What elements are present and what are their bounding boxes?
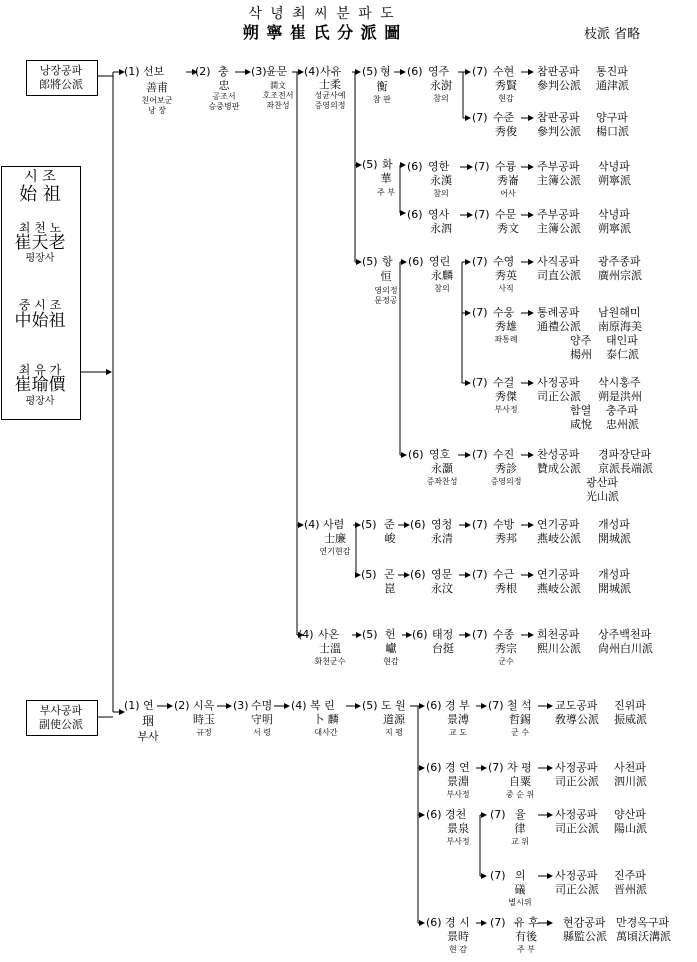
- node-sujin-hanja: 秀診: [495, 462, 517, 475]
- node-suyeong-hanja: 秀英: [495, 269, 517, 282]
- node-yeongcheong-name: 영청: [431, 518, 453, 531]
- node-saon-gen: (4): [298, 628, 314, 641]
- node-yeon-title: 부사: [137, 730, 159, 743]
- node-yeongsa-hanja: 永泗: [430, 222, 452, 235]
- node-heon-hanja: 巘: [385, 642, 397, 655]
- node-suhyeon-title: 현감: [498, 94, 514, 103]
- node-gyeongbu-name: 경 부: [445, 699, 470, 712]
- node-hwa-title: 주 부: [377, 188, 395, 197]
- node-yeongju-hanja: 永澍: [430, 79, 452, 92]
- leaf-region-extra: 충주파: [606, 404, 638, 417]
- node-yeongsa-name: 영사: [428, 208, 450, 221]
- founder-name-hangul: 최 천 노: [18, 221, 62, 235]
- founder-label-hangul: 시 조: [24, 169, 56, 185]
- node-yunmun-title2: 좌찬성: [266, 101, 290, 110]
- node-yeonghan-title: 참의: [433, 189, 449, 198]
- node-yul-hanja: 律: [514, 822, 526, 835]
- leaf-name: 주부공파: [537, 208, 580, 221]
- node-hang-name: 항: [382, 255, 393, 268]
- node-saryeom-hanja: 士廉: [324, 532, 346, 545]
- node-seonbo-gen: (1): [124, 65, 140, 78]
- leaf-region-hanja: 陽山派: [614, 822, 647, 835]
- leaf-region: 진위파: [614, 699, 646, 712]
- jungsijo-name-hanja: 崔瑜價: [14, 375, 66, 395]
- node-siok-title: 규정: [196, 728, 212, 737]
- node-japyeong-hanja: 自粟: [509, 775, 531, 788]
- leaf-name: 희천공파: [537, 628, 580, 641]
- jungsijo-title: 평장사: [25, 396, 55, 407]
- leaf-name: 찬성공파: [537, 448, 580, 461]
- node-japyeong-title: 중 순 위: [505, 790, 535, 799]
- leaf-name-hanja: 司正公派: [555, 775, 599, 788]
- node-sujong-title: 군수: [498, 657, 514, 666]
- node-bokrin-name: 복 린: [310, 699, 335, 712]
- node-saryeom-gen: (4): [304, 518, 320, 531]
- leaf-name: 참판공파: [537, 111, 580, 124]
- node-jun-hanja: 峻: [384, 532, 396, 545]
- node-gyeongyeon-name: 경 연: [445, 761, 470, 774]
- node-gyeongyeon-hanja: 景淵: [447, 775, 469, 788]
- leaf-name: 교도공파: [555, 699, 598, 712]
- node-yuhu-gen: (7): [490, 916, 506, 929]
- node-sujong-name: 수종: [493, 628, 515, 641]
- leaf-region-hanja: 朔是洪州: [598, 390, 642, 403]
- leaf-region-hanja: 楊口派: [596, 125, 629, 138]
- node-seonbo-title2: 낭 장: [148, 106, 166, 115]
- node-yuhu-name: 유 후: [514, 916, 539, 929]
- node-sujin-name: 수진: [493, 448, 515, 461]
- node-sujong-hanja: 秀宗: [495, 642, 517, 655]
- node-dowon-name: 도 원: [381, 699, 406, 712]
- node-dowon-hanja: 道源: [383, 713, 405, 726]
- node-bokrin-title: 대사간: [314, 728, 338, 737]
- jungsijo-label-hanja: 中始祖: [14, 311, 66, 331]
- node-cheolseok-gen: (7): [488, 699, 504, 712]
- leaf-name-hanja: 司正公派: [555, 822, 599, 835]
- leaf-name: 참판공파: [537, 65, 580, 78]
- node-suung-name: 수웅: [493, 306, 515, 319]
- node-gyeongyeon-gen: (6): [426, 761, 442, 774]
- node-suryung-title: 어사: [500, 189, 516, 198]
- leaf-region: 양산파: [614, 808, 646, 821]
- node-ui-gen: (7): [490, 869, 506, 882]
- leaf-region-extra-hanja: 光山派: [586, 490, 619, 503]
- leaf-region-extra-hanja: 泰仁派: [606, 348, 639, 361]
- node-yunmun-name: 윤문: [266, 65, 288, 78]
- node-taejeong-gen: (6): [412, 628, 428, 641]
- leaf-region: 사천파: [614, 761, 646, 774]
- node-sumun-name: 수문: [495, 208, 517, 221]
- leaf-name-hanja: 縣監公派: [563, 930, 607, 943]
- leaf-name: 현감공파: [563, 916, 606, 929]
- leaf-region: 개성파: [598, 518, 630, 531]
- node-jun-name: 준: [384, 518, 395, 531]
- node-cheolseok-name: 철 석: [507, 699, 532, 712]
- node-dowon-gen: (5): [362, 699, 378, 712]
- leaf-region-hanja: 萬頃沃溝派: [616, 930, 671, 943]
- node-yuhu-hanja: 有後: [515, 930, 537, 943]
- node-gyeongcheon-title: 부사정: [446, 837, 470, 846]
- leaf-name-hanja: 熙川公派: [537, 642, 581, 655]
- node-bokrin-gen: (4): [291, 699, 307, 712]
- node-sugeun-hanja: 秀根: [495, 582, 517, 595]
- node-sujun-gen: (7): [472, 111, 488, 124]
- node-subang-name: 수방: [493, 518, 515, 531]
- leaf-region-hanja: 廣州宗派: [598, 269, 642, 282]
- node-gon-name: 곤: [384, 568, 395, 581]
- branch-nangjang-hangul: 낭장공파: [39, 64, 83, 77]
- node-gyeongcheon-name: 경천: [445, 808, 467, 821]
- leaf-region-extra: 태인파: [606, 334, 638, 347]
- node-yeongmun-name: 영문: [431, 568, 453, 581]
- leaf-region-extra: 광산파: [586, 476, 618, 489]
- leaf-region-hanja: 朔寧派: [598, 174, 631, 187]
- node-sujong-gen: (7): [472, 628, 488, 641]
- node-sayu-hanja: 士柔: [319, 78, 341, 91]
- node-yeongrin-title: 참의: [434, 284, 450, 293]
- leaf-name: 사정공파: [555, 761, 598, 774]
- node-siok-name: 시옥: [193, 699, 215, 712]
- node-heon-title: 현감: [383, 657, 399, 666]
- leaf-name-extra-hanja: 咸悅: [570, 418, 592, 431]
- node-yeongho-title: 증좌찬성: [426, 477, 458, 486]
- leaf-region-hanja: 南原海美: [598, 320, 642, 333]
- node-cheolseok-title: 군 수: [511, 728, 529, 737]
- node-yeongrin-hanja: 永麟: [431, 269, 453, 282]
- node-yeongho-hanja: 永灝: [431, 462, 453, 475]
- jungsijo-name-hangul: 최 유 가: [18, 363, 62, 377]
- node-sayu-name: 사유: [320, 65, 342, 78]
- node-sumyeong-hanja: 守明: [251, 713, 273, 726]
- node-seonbo-hanja: 善甫: [146, 81, 168, 94]
- node-sayu-title1: 성균사예: [314, 91, 346, 100]
- node-yeongmun-hanja: 永汶: [431, 582, 453, 595]
- node-saon-hanja: 士溫: [319, 642, 341, 655]
- node-yunmun-title1: 호조전서: [262, 91, 294, 100]
- node-gyeongsi-hanja: 景時: [447, 930, 469, 943]
- leaf-region: 삭녕파: [598, 160, 630, 173]
- node-sumyeong-gen: (3): [233, 699, 249, 712]
- node-yeongju-name: 영주: [428, 65, 450, 78]
- node-dowon-title: 지 평: [385, 728, 403, 737]
- leaf-name-hanja: 主簿公派: [537, 222, 581, 235]
- leaf-name: 사정공파: [555, 808, 598, 821]
- node-chung-title1: 공조서: [212, 92, 236, 101]
- node-hwa-hanja: 華: [380, 172, 392, 185]
- node-gyeongsi-title: 현 감: [449, 945, 467, 954]
- node-sayu-title2: 증영의정: [314, 101, 346, 110]
- founder-title: 평장사: [25, 253, 55, 264]
- node-siok-gen: (2): [174, 699, 190, 712]
- node-yeongju-gen: (6): [407, 65, 423, 78]
- leaf-region: 개성파: [598, 568, 630, 581]
- leaf-region-extra-hanja: 忠州派: [606, 418, 639, 431]
- node-gyeongsi-name: 경 시: [445, 916, 470, 929]
- leaf-name-hanja: 司正公派: [555, 883, 599, 896]
- node-yul-title: 교 위: [511, 837, 529, 846]
- node-sugeol-name: 수걸: [493, 376, 515, 389]
- node-hang-title1: 영의정: [374, 286, 398, 295]
- founder-name-hanja: 崔天老: [14, 233, 66, 253]
- node-yeon-name: 연: [143, 699, 154, 712]
- node-hyeong-title: 참 판: [373, 95, 391, 104]
- leaf-name: 주부공파: [537, 160, 580, 173]
- leaf-name-hanja: 參判公派: [537, 125, 581, 138]
- node-yunmun-hanja: 潤文: [270, 81, 286, 90]
- node-heon-name: 헌: [385, 628, 396, 641]
- node-sayu-gen: (4): [304, 65, 320, 78]
- leaf-name-hanja: 贊成公派: [537, 462, 581, 475]
- leaf-region: 양구파: [596, 111, 628, 124]
- node-sujun-name: 수준: [493, 111, 515, 124]
- node-yeongcheong-gen: (6): [410, 518, 426, 531]
- node-gyeongsi-gen: (6): [426, 916, 442, 929]
- node-suryung-hanja: 秀崙: [497, 174, 519, 187]
- node-subang-gen: (7): [472, 518, 488, 531]
- node-suyeong-gen: (7): [472, 255, 488, 268]
- leaf-region: 삭시홍주: [598, 376, 641, 389]
- node-yul-name: 율: [515, 808, 526, 821]
- branch-busa-hanja: 副使公派: [39, 718, 83, 731]
- node-hyeong-gen: (5): [362, 65, 378, 78]
- node-yeon-hanja: 珚: [141, 714, 155, 728]
- branch-busa-hangul: 부사공파: [39, 704, 83, 717]
- node-sumyeong-name: 수명: [251, 699, 273, 712]
- node-ui-title: 별시위: [508, 898, 532, 907]
- leaf-name: 통례공파: [537, 306, 580, 319]
- node-yeongsa-gen: (6): [407, 208, 423, 221]
- node-yeongcheong-hanja: 永清: [431, 532, 453, 545]
- leaf-region-hanja: 泗川派: [614, 775, 647, 788]
- node-suung-gen: (7): [472, 306, 488, 319]
- node-hwa-name: 화: [382, 158, 393, 171]
- node-cheolseok-hanja: 哲錫: [509, 713, 531, 726]
- leaf-region: 광주종파: [598, 255, 641, 268]
- node-seonbo-title1: 친어보군: [141, 96, 173, 105]
- jungsijo-label-hangul: 중 시 조: [18, 298, 62, 312]
- leaf-name: 사정공파: [537, 376, 580, 389]
- leaf-region-hanja: 開城派: [598, 582, 631, 595]
- leaf-name: 사정공파: [555, 869, 598, 882]
- node-suhyeon-name: 수현: [493, 65, 515, 78]
- node-gon-gen: (5): [361, 568, 377, 581]
- node-gyeongyeon-title: 부사정: [446, 790, 470, 799]
- leaf-region: 통진파: [596, 65, 628, 78]
- node-suyeong-title: 사직: [498, 284, 514, 293]
- node-saryeom-title: 연기현감: [319, 547, 351, 556]
- node-chung-title2: 승중병판: [208, 102, 240, 111]
- leaf-name-extra: 함열: [570, 404, 592, 417]
- node-sugeun-name: 수근: [493, 568, 515, 581]
- leaf-name-extra: 양주: [570, 334, 592, 347]
- node-yeonghan-gen: (6): [407, 160, 423, 173]
- title-hangul: 삭 녕 최 씨 분 파 도: [248, 6, 396, 22]
- node-gyeongcheon-gen: (6): [426, 808, 442, 821]
- node-japyeong-gen: (7): [488, 761, 504, 774]
- leaf-region-hanja: 京派長端派: [598, 462, 653, 475]
- leaf-name-hanja: 敎導公派: [555, 713, 599, 726]
- leaf-name: 연기공파: [537, 568, 580, 581]
- node-gyeongbu-gen: (6): [426, 699, 442, 712]
- node-japyeong-name: 자 평: [507, 761, 532, 774]
- node-taejeong-hanja: 台挺: [432, 642, 454, 655]
- node-yeongju-title: 참의: [433, 94, 449, 103]
- node-suhyeon-gen: (7): [472, 65, 488, 78]
- leaf-name-hanja: 司正公派: [537, 390, 581, 403]
- node-sugeol-title: 부사정: [494, 405, 518, 414]
- node-heon-gen: (5): [362, 628, 378, 641]
- leaf-name-hanja: 通禮公派: [537, 320, 581, 333]
- leaf-region: 만경옥구파: [616, 916, 670, 929]
- node-suyeong-name: 수영: [493, 255, 515, 268]
- leaf-name-hanja: 主簿公派: [537, 174, 581, 187]
- node-hang-title2: 문정공: [374, 296, 398, 305]
- node-hyeong-name: 형: [380, 65, 391, 78]
- node-yuhu-title: 주 부: [517, 945, 535, 954]
- node-yeongho-name: 영호: [429, 448, 451, 461]
- node-chung-gen: (2): [195, 65, 211, 78]
- node-chung-name: 충: [218, 65, 229, 78]
- leaf-region-hanja: 振威派: [614, 713, 647, 726]
- node-bokrin-hanja: 卜 麟: [313, 713, 339, 726]
- leaf-region-hanja: 晋州派: [614, 883, 647, 896]
- node-sugeol-gen: (7): [472, 376, 488, 389]
- node-hwa-gen: (5): [362, 158, 378, 171]
- node-gyeongcheon-hanja: 景泉: [447, 822, 469, 835]
- leaf-region-hanja: 通津派: [596, 79, 629, 92]
- node-sumun-hanja: 秀文: [497, 222, 519, 235]
- leaf-region-hanja: 開城派: [598, 532, 631, 545]
- node-chung-hanja: 忠: [218, 79, 230, 92]
- node-yeongmun-gen: (6): [410, 568, 426, 581]
- node-yeongrin-gen: (6): [408, 255, 424, 268]
- node-hang-gen: (5): [362, 255, 378, 268]
- leaf-name-hanja: 燕岐公派: [537, 532, 581, 545]
- founder-label-hanja: 始 祖: [19, 184, 61, 205]
- node-yeon-gen: (1): [124, 699, 140, 712]
- node-yul-gen: (7): [490, 808, 506, 821]
- node-suryung-name: 수륭: [495, 160, 517, 173]
- node-yeongrin-name: 영린: [429, 255, 451, 268]
- node-sumyeong-title: 서 령: [253, 728, 271, 737]
- leaf-name: 연기공파: [537, 518, 580, 531]
- node-sugeun-gen: (7): [472, 568, 488, 581]
- leaf-region: 진주파: [614, 869, 646, 882]
- note: 枝派 省略: [584, 27, 641, 42]
- leaf-name-hanja: 司直公派: [537, 269, 581, 282]
- node-sugeol-hanja: 秀傑: [495, 390, 517, 403]
- node-saon-name: 사온: [318, 628, 340, 641]
- leaf-region: 삭녕파: [598, 208, 630, 221]
- title-hanja: 朔 寧 崔 氏 分 派 圖: [242, 23, 402, 42]
- node-suryung-gen: (7): [474, 160, 490, 173]
- node-taejeong-name: 태정: [432, 628, 454, 641]
- node-suung-title: 좌통례: [494, 335, 518, 344]
- node-ui-name: 의: [515, 869, 526, 882]
- node-jun-gen: (5): [361, 518, 377, 531]
- node-siok-hanja: 時玉: [193, 713, 215, 726]
- leaf-region: 상주백천파: [598, 628, 652, 641]
- leaf-name-hanja: 參判公派: [537, 79, 581, 92]
- node-suung-hanja: 秀雄: [495, 320, 517, 333]
- node-yeonghan-name: 영한: [428, 160, 450, 173]
- node-gon-hanja: 崑: [384, 582, 396, 595]
- node-sumun-gen: (7): [474, 208, 490, 221]
- node-seonbo-name: 선보: [143, 65, 165, 78]
- node-hyeong-hanja: 衡: [376, 80, 388, 93]
- node-suhyeon-hanja: 秀賢: [495, 79, 517, 92]
- leaf-region-hanja: 朔寧派: [598, 222, 631, 235]
- node-saryeom-name: 사렴: [323, 518, 345, 531]
- leaf-region: 경파장단파: [598, 448, 652, 461]
- node-yeonghan-hanja: 永漢: [430, 174, 452, 187]
- leaf-region-hanja: 尙州白川派: [598, 642, 653, 655]
- node-gyeongbu-title: 교 도: [449, 728, 467, 737]
- leaf-name-hanja: 燕岐公派: [537, 582, 581, 595]
- node-subang-hanja: 秀邦: [495, 532, 517, 545]
- node-yeongho-gen: (6): [408, 448, 424, 461]
- node-sujin-gen: (7): [472, 448, 488, 461]
- branch-nangjang-hanja: 郎將公派: [39, 78, 83, 91]
- node-saon-title: 화천군수: [314, 657, 346, 666]
- node-gyeongbu-hanja: 景溥: [447, 713, 469, 726]
- leaf-name-extra-hanja: 楊州: [570, 348, 592, 361]
- leaf-region: 남원해미: [598, 306, 641, 319]
- leaf-name: 사직공파: [537, 255, 580, 268]
- node-sujin-title: 증영의정: [490, 477, 522, 486]
- node-ui-hanja: 礒: [514, 883, 526, 896]
- node-yunmun-gen: (3): [251, 65, 267, 78]
- node-sujun-hanja: 秀俊: [495, 125, 517, 138]
- node-hang-hanja: 恒: [380, 270, 392, 283]
